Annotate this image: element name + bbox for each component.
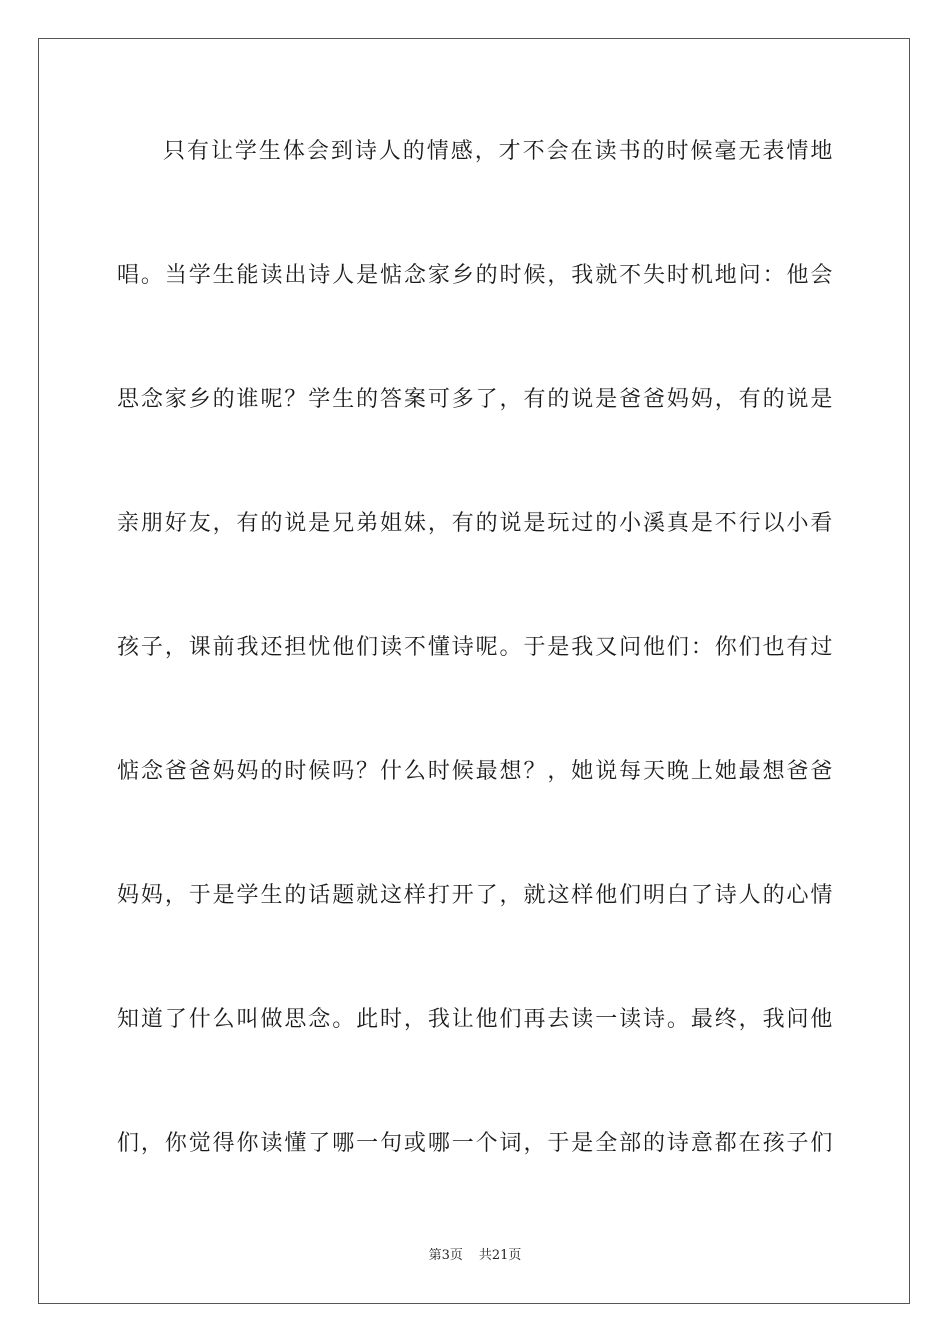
paragraph-line-5: 孩子，课前我还担忧他们读不懂诗呢。于是我又问他们：你们也有过 bbox=[117, 635, 833, 660]
paragraph-line-8: 知道了什么叫做思念。此时，我让他们再去读一读诗。最终，我问他 bbox=[117, 1007, 833, 1032]
paragraph-line-9: 们，你觉得你读懂了哪一句或哪一个词，于是全部的诗意都在孩子们 bbox=[117, 1131, 833, 1156]
page-footer bbox=[0, 1247, 950, 1265]
paragraph-line-1: 只有让学生体会到诗人的情感，才不会在读书的时候毫无表情地 bbox=[163, 139, 833, 164]
page-total: 共21页 bbox=[478, 1248, 522, 1263]
paragraph-line-2: 唱。当学生能读出诗人是惦念家乡的时候，我就不失时机地问：他会 bbox=[117, 263, 833, 288]
page-border bbox=[38, 38, 910, 1304]
paragraph-line-7: 妈妈，于是学生的话题就这样打开了，就这样他们明白了诗人的心情 bbox=[117, 883, 833, 908]
paragraph-line-3: 思念家乡的谁呢？学生的答案可多了，有的说是爸爸妈妈，有的说是 bbox=[117, 387, 833, 412]
page-number: 第3页 bbox=[428, 1248, 463, 1263]
paragraph-line-4: 亲朋好友，有的说是兄弟姐妹，有的说是玩过的小溪真是不行以小看 bbox=[117, 511, 833, 536]
paragraph-line-6: 惦念爸爸妈妈的时候吗？什么时候最想？，她说每天晚上她最想爸爸 bbox=[117, 759, 833, 784]
